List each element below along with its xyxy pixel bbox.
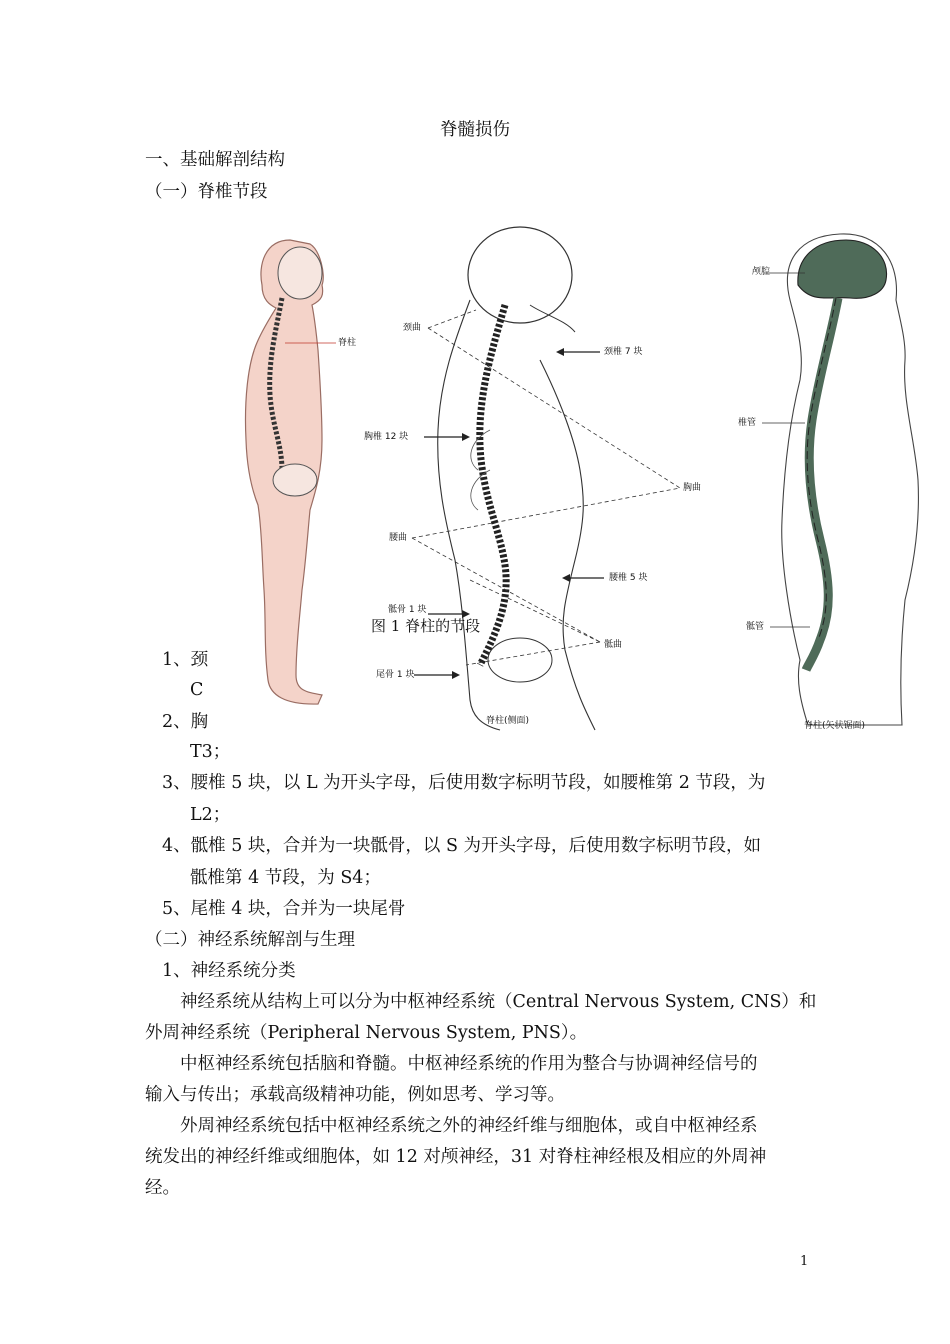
paragraph-line: 输入与传出；承载高级精神功能，例如思考、学习等。	[145, 1085, 565, 1105]
list-item: 5、尾椎 4 块，合并为一块尾骨	[162, 899, 406, 919]
paragraph-line: 经。	[145, 1178, 180, 1198]
paragraph-line: 神经系统从结构上可以分为中枢神经系统（Central Nervous System, CNS）和	[180, 992, 817, 1012]
label-sacral-curve: 骶曲	[604, 640, 623, 650]
paragraph-line: 外周神经系统（Peripheral Nervous System, PNS）。	[145, 1023, 588, 1043]
sub-heading: 1、神经系统分类	[162, 961, 296, 981]
list-item: 1、颈	[162, 650, 209, 670]
list-item-cont: C	[190, 680, 204, 700]
label-lateral: 脊柱(侧面)	[486, 716, 530, 726]
paragraph-line: 统发出的神经纤维或细胞体，如 12 对颅神经，31 对脊柱神经根及相应的外周神	[145, 1147, 767, 1167]
page-title: 脊髓损伤	[440, 120, 510, 140]
skeleton-lateral	[412, 227, 680, 730]
label-vertebral-canal: 椎管	[738, 418, 757, 428]
figure-caption: 图 1 脊柱的节段	[371, 617, 481, 635]
label-cervical-7: 颈椎 7 块	[604, 347, 643, 357]
body-figure-lateral	[245, 240, 336, 704]
label-sacral-canal: 骶管	[746, 622, 765, 632]
subsection-heading: （一）脊椎节段	[145, 182, 268, 202]
label-lumbar-curve: 腰曲	[389, 533, 408, 543]
label-sagittal: 脊柱(矢状锯面)	[804, 721, 866, 731]
label-thoracic-12: 胸椎 12 块	[364, 432, 409, 442]
list-item-cont: L2；	[190, 805, 231, 825]
page-number: 1	[800, 1254, 809, 1269]
paragraph-line: 外周神经系统包括中枢神经系统之外的神经纤维与细胞体，或自中枢神经系	[180, 1116, 758, 1136]
label-lumbar-5: 腰椎 5 块	[609, 573, 648, 583]
label-sacrum-1: 骶骨 1 块	[388, 605, 427, 615]
section-heading: 一、基础解剖结构	[145, 150, 285, 170]
list-item: 4、骶椎 5 块，合并为一块骶骨，以 S 为开头字母，后使用数字标明节段，如	[162, 836, 762, 856]
paragraph-line: 中枢神经系统包括脑和脊髓。中枢神经系统的作用为整合与协调神经信号的	[180, 1054, 758, 1074]
label-thoracic-curve: 胸曲	[683, 483, 702, 493]
label-coccyx-1: 尾骨 1 块	[376, 670, 415, 680]
label-cranial-cavity: 颅腔	[752, 267, 771, 277]
list-item-cont: 骶椎第 4 节段，为 S4；	[190, 868, 381, 888]
list-item: 3、腰椎 5 块，以 L 为开头字母，后使用数字标明节段，如腰椎第 2 节段，为	[162, 773, 766, 793]
label-spine: 脊柱	[338, 338, 357, 348]
list-item-cont: T3；	[190, 742, 231, 762]
label-cervical-curve: 颈曲	[403, 323, 422, 333]
list-item: 2、胸	[162, 712, 209, 732]
subsection-heading: （二）神经系统解剖与生理	[145, 930, 355, 950]
sagittal-section	[762, 234, 918, 725]
